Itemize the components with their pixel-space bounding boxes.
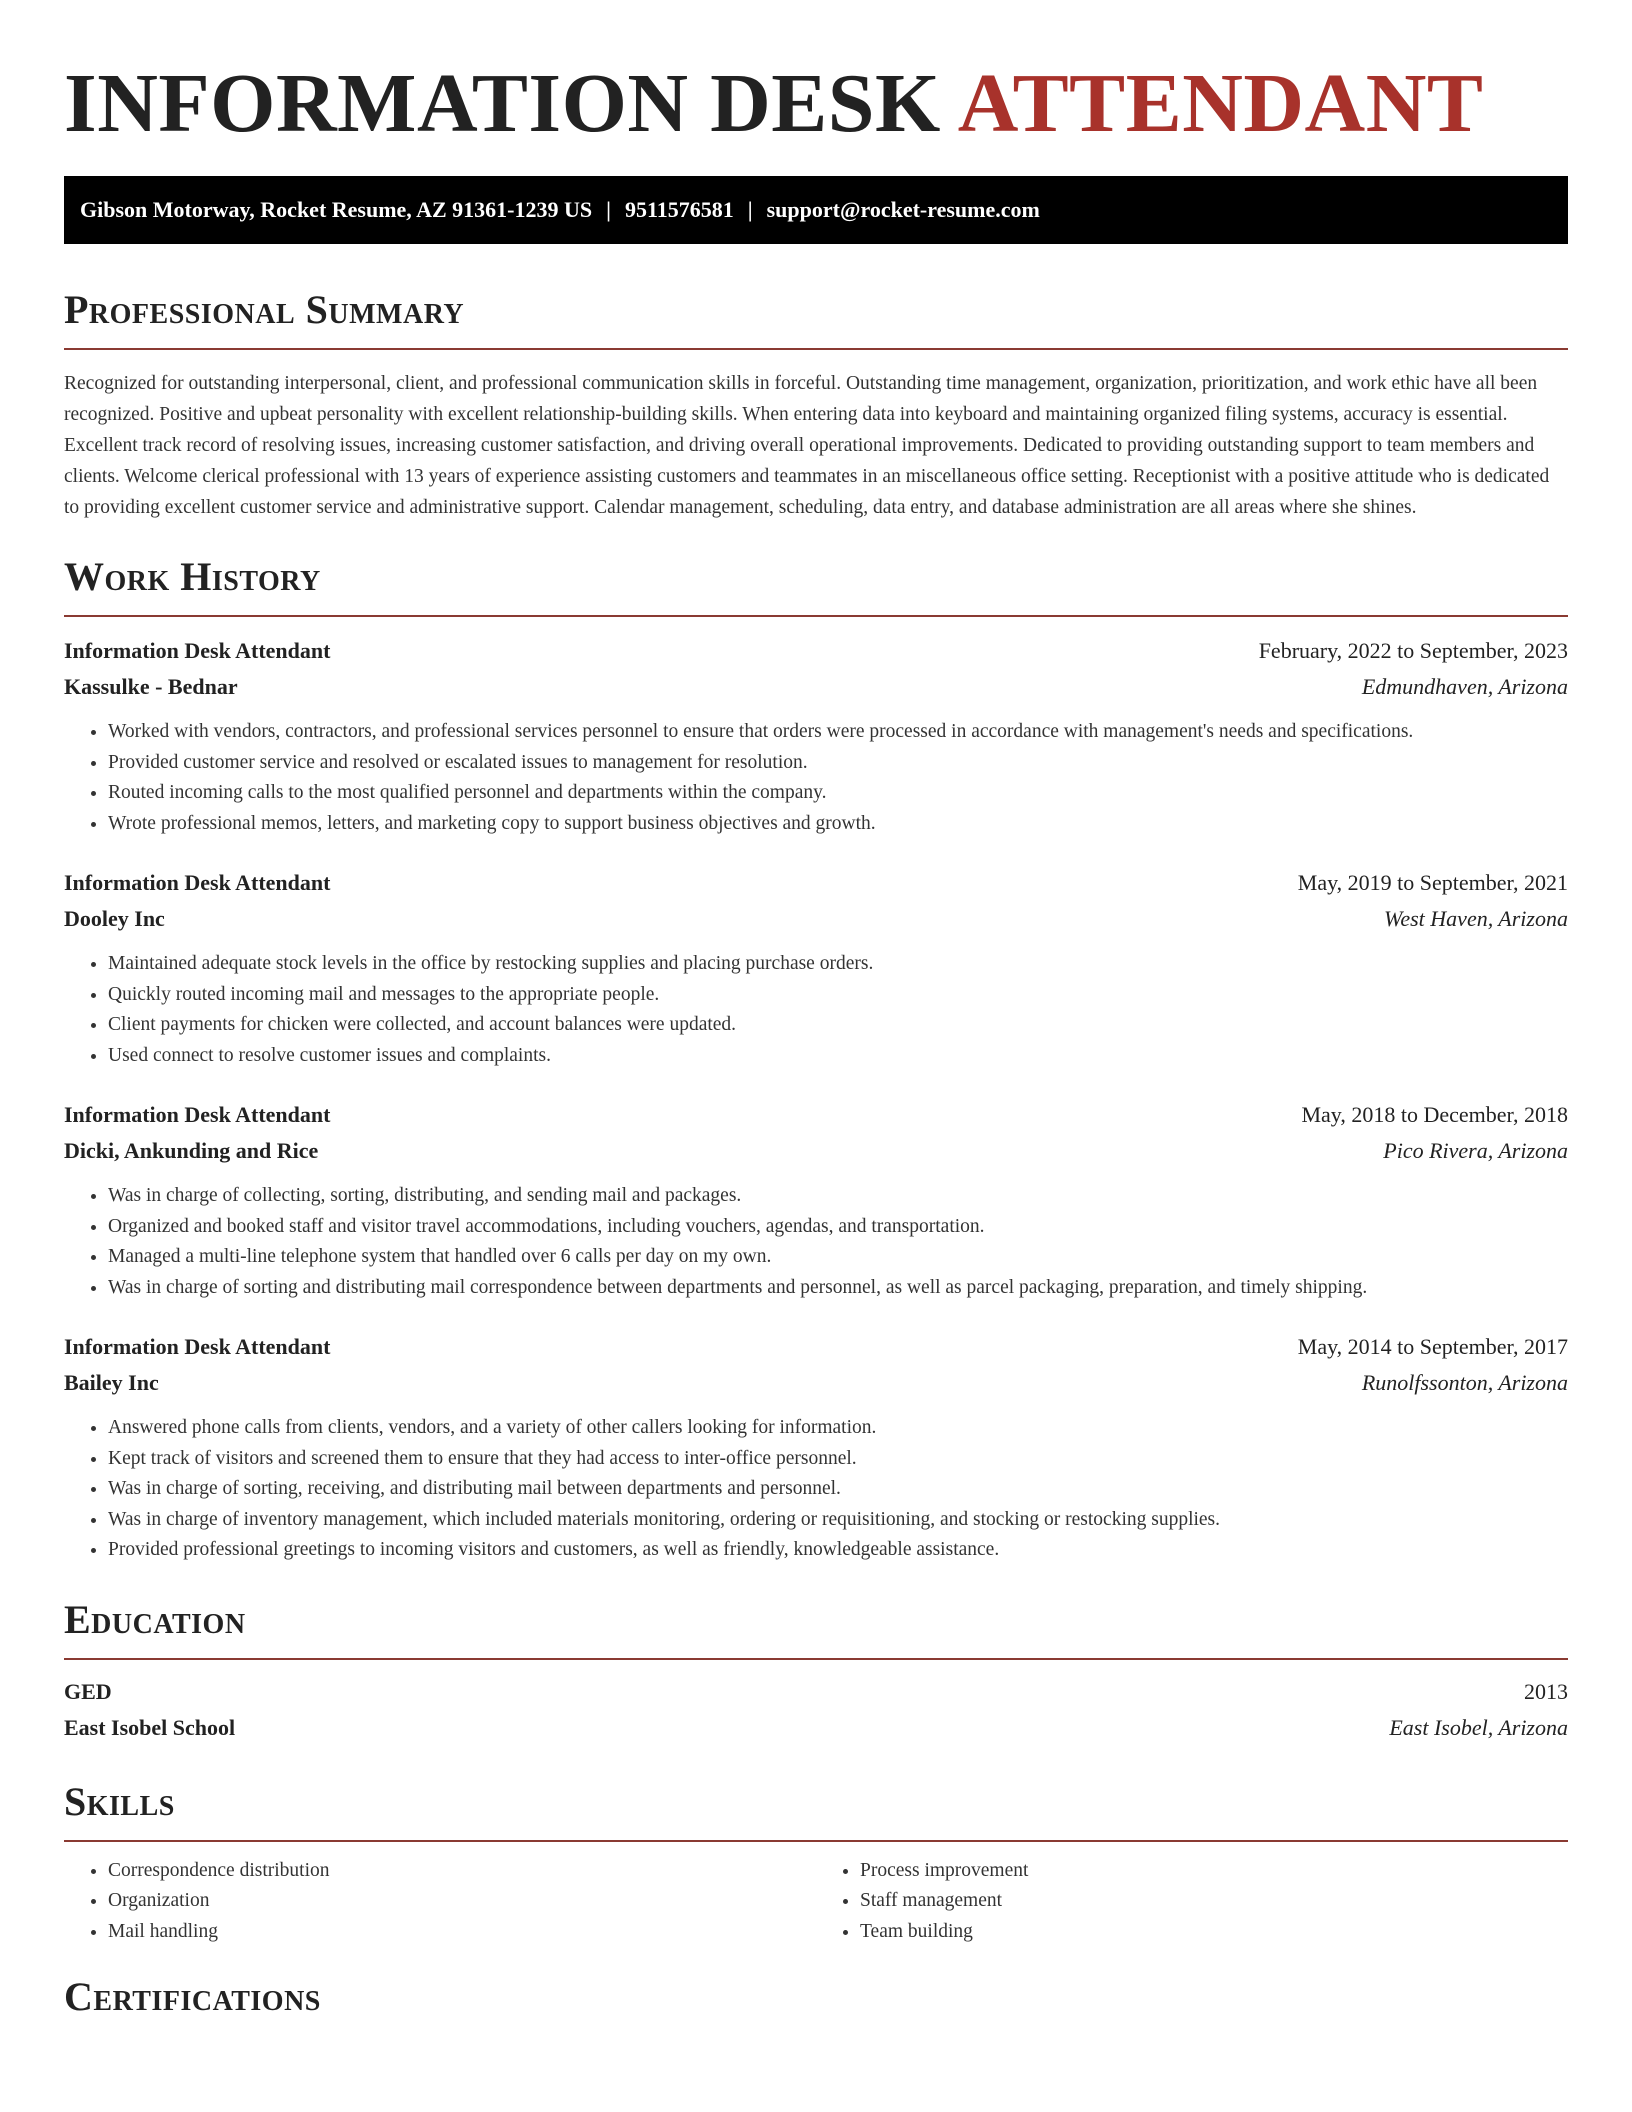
list-item: • Correspondence distribution <box>108 1856 816 1887</box>
list-item: • Worked with vendors, contractors, and professional services personnel to ensure that orders were processed in accordance with management's needs and specifications. <box>108 717 1568 748</box>
list-item: • Was in charge of inventory management, which included materials monitoring, ordering or requisitioning, and stocking or restocking supplies. <box>108 1505 1568 1536</box>
skills-list-right <box>816 1856 1568 1948</box>
list-item: • Mail handling <box>108 1917 816 1948</box>
certifications-section <box>64 1973 1568 2021</box>
list-item: • Organized and booked staff and visitor travel accommodations, including vouchers, agendas, and transportation. <box>108 1212 1568 1243</box>
job-bullets <box>64 1413 1568 1566</box>
job-entry <box>64 1329 1568 1566</box>
education-entry <box>64 1674 1568 1746</box>
resume-page <box>64 0 1568 2021</box>
list-item: • Wrote professional memos, letters, and marketing copy to support business objectives and growth. <box>108 809 1568 840</box>
education-degree: GED <box>64 1678 112 1704</box>
education-location: East Isobel, Arizona <box>1389 1714 1568 1740</box>
certifications-heading: Certifications <box>64 1974 321 2019</box>
job-company: Kassulke - Bednar <box>64 674 238 699</box>
list-item: • Routed incoming calls to the most qualified personnel and departments within the company. <box>108 778 1568 809</box>
list-item: • Maintained adequate stock levels in the office by restocking supplies and placing purchase orders. <box>108 949 1568 980</box>
job-bullets <box>64 717 1568 839</box>
contact-address: Gibson Motorway, Rocket Resume, AZ 91361-1239 US <box>80 197 593 222</box>
job-bullets <box>64 949 1568 1071</box>
education-school: East Isobel School <box>64 1714 236 1740</box>
work-section <box>64 553 1568 1566</box>
list-item: • Process improvement <box>860 1856 1568 1887</box>
skills-grid <box>64 1856 1568 1948</box>
education-year: 2013 <box>1524 1678 1568 1704</box>
list-item: • Provided customer service and resolved or escalated issues to management for resolution. <box>108 748 1568 779</box>
job-dates: May, 2018 to December, 2018 <box>1301 1102 1568 1127</box>
job-role: Information Desk Attendant <box>64 870 331 895</box>
contact-phone: 9511576581 <box>624 197 734 222</box>
job-dates: February, 2022 to September, 2023 <box>1258 638 1568 663</box>
list-item: • Provided professional greetings to incoming visitors and customers, as well as friendly, knowledgeable assistance. <box>108 1535 1568 1566</box>
title-main: INFORMATION DESK <box>64 57 941 150</box>
skills-heading: Skills <box>64 1778 175 1824</box>
job-location: Pico Rivera, Arizona <box>1383 1138 1568 1163</box>
contact-separator: | <box>606 197 611 222</box>
job-dates: May, 2014 to September, 2017 <box>1297 1334 1568 1359</box>
list-item: • Managed a multi-line telephone system that handled over 6 calls per day on my own. <box>108 1242 1568 1273</box>
job-location: Runolfssonton, Arizona <box>1361 1370 1568 1395</box>
job-role: Information Desk Attendant <box>64 1102 331 1127</box>
job-entry <box>64 633 1568 839</box>
job-role: Information Desk Attendant <box>64 638 331 663</box>
list-item: • Organization <box>108 1886 816 1917</box>
section-divider <box>64 1840 1568 1842</box>
job-dates: May, 2019 to September, 2021 <box>1297 870 1568 895</box>
contact-separator: | <box>747 197 753 222</box>
resume-title <box>64 58 1568 150</box>
job-company: Dicki, Ankunding and Rice <box>64 1138 319 1163</box>
list-item: • Answered phone calls from clients, vendors, and a variety of other callers looking for information. <box>108 1413 1568 1444</box>
contact-email[interactable]: support@rocket-resume.com <box>766 197 1040 222</box>
job-role: Information Desk Attendant <box>64 1334 331 1359</box>
list-item: • Client payments for chicken were collected, and account balances were updated. <box>108 1010 1568 1041</box>
skills-list-left <box>64 1856 816 1948</box>
list-item: • Was in charge of sorting, receiving, and distributing mail between departments and personnel. <box>108 1474 1568 1505</box>
list-item: • Quickly routed incoming mail and messages to the appropriate people. <box>108 980 1568 1011</box>
summary-section <box>64 286 1568 523</box>
job-company: Bailey Inc <box>64 1370 159 1395</box>
list-item: • Used connect to resolve customer issues and complaints. <box>108 1041 1568 1072</box>
contact-bar <box>64 176 1568 244</box>
job-location: Edmundhaven, Arizona <box>1361 674 1568 699</box>
job-entry <box>64 1097 1568 1303</box>
summary-text: Recognized for outstanding interpersonal, client, and professional communication skills in forceful. Outstanding time management, organization, prioritization, and work ethic have all been recognized. Positive and upbeat personality with excellent relationship-building skills. When entering data into keyboard and maintaining organized filing systems, accuracy is essential. Excellent track record of resolving issues, increasing customer satisfaction, and driving overall operational improvements. Dedicated to providing outstanding support to team members and clients. Welcome clerical professional with 13 years of experience assisting customers and teammates in an miscellaneous office setting. Receptionist with a positive attitude who is dedicated to providing excellent customer service and administrative support. Calendar management, scheduling, data entry, and database administration are all areas where she shines. <box>64 373 1550 518</box>
list-item: • Was in charge of collecting, sorting, distributing, and sending mail and packages. <box>108 1181 1568 1212</box>
education-section <box>64 1596 1568 1746</box>
list-item: • Kept track of visitors and screened them to ensure that they had access to inter-office personnel. <box>108 1444 1568 1475</box>
list-item: • Team building <box>860 1917 1568 1948</box>
section-divider <box>64 1658 1568 1660</box>
job-bullets <box>64 1181 1568 1303</box>
section-divider <box>64 348 1568 350</box>
list-item: • Staff management <box>860 1886 1568 1917</box>
list-item: • Was in charge of sorting and distributing mail correspondence between departments and personnel, as well as parcel packaging, preparation, and timely shipping. <box>108 1273 1568 1304</box>
title-accent: ATTENDANT <box>957 57 1484 150</box>
skills-section <box>64 1778 1568 1948</box>
summary-heading: Professional Summary <box>64 287 465 332</box>
job-entry <box>64 865 1568 1071</box>
job-company: Dooley Inc <box>64 906 165 931</box>
education-heading: Education <box>64 1596 246 1642</box>
job-location: West Haven, Arizona <box>1384 906 1568 931</box>
work-heading: Work History <box>64 554 321 599</box>
section-divider <box>64 615 1568 617</box>
